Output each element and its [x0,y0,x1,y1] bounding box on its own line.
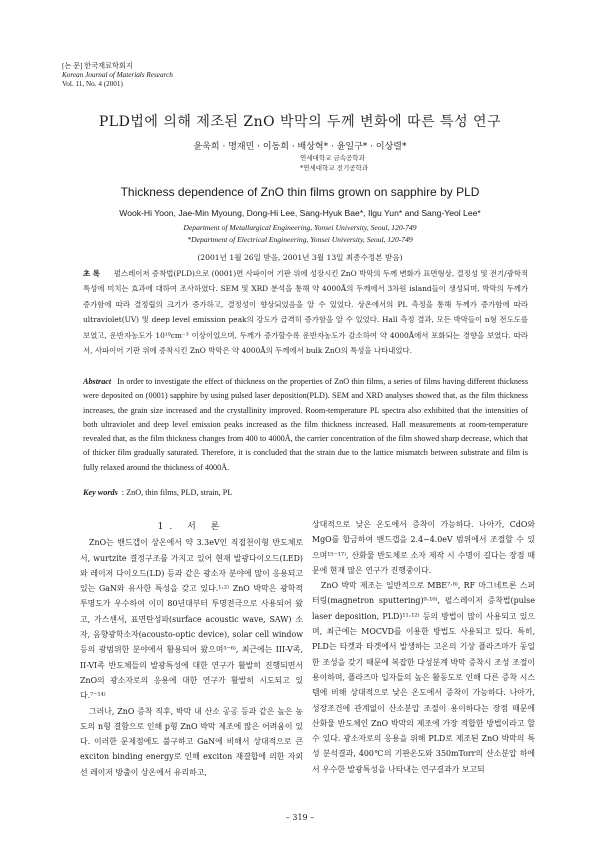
section-heading: 1. 서 론 [157,522,226,532]
affiliation-ko-2: *연세대학교 전기공학과 [300,164,369,172]
page-number: – 319 – [285,813,315,822]
keywords [83,488,528,497]
title-english: Thickness dependence of ZnO thin films grown on sapphire by PLD [120,185,480,199]
keywords-label: Key words [83,488,118,497]
abstract-korean [83,266,528,358]
affiliation-en-2: *Department of Electrical Engineering, Yonsei University, Seoul, 120-749 [187,235,413,244]
authors-english: Wook-Hi Yoon, Jae-Min Myoung, Dong-Hi Lee, Sang-Hyuk Bae*, Ilgu Yun* and Sang-Yeol Lee* [119,208,481,218]
body-paragraph: 상대적으로 낮은 온도에서 증착이 가능하다. 나아가, CdO와 MgO를 합금하여 밴드갭을 2.4~4.0eV 범위에서 조절할 수 있으며¹⁵⁻¹⁷⁾, 산화물 반도체로 소자 제작 시 수명이 길다는 장점 때문에 현재 많은 연구가 진행중이다. [312,520,535,575]
affiliations-korean [300,153,368,173]
abstract-en-label: Abstract [83,377,112,386]
abstract-ko-label: 초 록 [83,269,100,278]
body-column-left [80,520,303,780]
affiliation-ko-1: 연세대학교 금속공학과 [300,154,365,162]
journal-line-1: [논 문] 한국재료학회지 [62,62,133,70]
keywords-text: : ZnO, thin films, PLD, strain, PL [121,488,233,497]
affiliation-en-1: Department of Metallurgical Engineering, Yonsei University, Seoul, 120-749 [183,223,417,232]
body-paragraph: 그러나, ZnO 증착 직후, 박막 내 산소 공공 등과 같은 높은 농도의 n형 결함으로 인해 p형 ZnO 박막 제조에 많은 어려움이 있다. 이러한 문제점에도 불구하고 GaN에 비해서 상대적으로 큰 exciton binding energy로 인해 exciton 재결합에 의한 자외선 레이저 방출이 상온에서 유리하고, [80,706,303,777]
affiliations-english [0,222,600,246]
abstract-ko-text: 펄스레이저 증착법(PLD)으로 (0001)면 사파이어 기판 위에 성장시킨 ZnO 박막의 두께 변화가 표면형상, 결정성 및 전기/광학적 특성에 미치는 효과에 대하여 조사하였다. SEM 및 XRD 분석을 통해 약 4000Å의 두께에서 3차원 island들이 생성되며, 박막의 두께가 증가함에 따라 결정립의 크기가 증가하고, 결정성이 향상되었음을 알 수 있었다. 상온에서의 PL 측정을 통해 두께가 증가함에 따라 ultraviolet(UV) 및 deep level emission peak의 강도가 급격히 증가함을 알 수 있었다. Hall 측정 결과, 모든 박막들이 n형 전도도를 보였고, 운반자농도가 10¹⁹cm⁻³ 이상이었으며, 두께가 증가할수록 운반자농도가 감소하여 약 4000Å에서 포화되는 경향을 보였다. 따라서, 사파이어 기판 위에 증착시킨 ZnO 박막은 약 4000Å의 두께에서 bulk ZnO의 특성을 나타내었다. [83,269,529,356]
body-paragraph: ZnO 박막 제조는 일반적으로 MBE⁷·⁸⁾, RF 마그네트론 스퍼터링(magnetron sputtering)⁹·¹⁰⁾, 펄스레이저 증착법(pulse laser deposition, PLD)¹¹·¹²⁾ 등의 방법이 많이 사용되고 있으며, 최근에는 MOCVD를 이용한 방법도 사용되고 있다. 특히, PLD는 타겟과 타겟에서 발생하는 고온의 기상 플라즈마가 동일한 조성을 갖기 때문에 복잡한 다성분계 박막 증착시 조성 조절이 용이하며, 플라즈마 입자들의 높은 활동도로 인해 다른 증착 시스템에 비해 상대적으로 낮은 온도에서 증착이 가능하다. 나아가, 성장조건에 관계없이 산소분압 조절이 용이하다는 장점 때문에 산화물 반도체인 ZnO 박막의 제조에 가장 적합한 방법이라고 할 수 있다. 광소자로의 응용을 위해 PLD로 제조된 ZnO 박막의 특성 분석결과, 400℃의 기판온도와 350mTorr의 산소분압 하에서 우수한 발광특성을 나타내는 연구결과가 보고되 [312,581,535,774]
body-paragraph: ZnO는 밴드갭이 상온에서 약 3.3eV인 직접천이형 반도체로서, wurtzite 결정구조를 가지고 있어 현재 발광다이오드(LED)와 레이저 다이오드(LD) 등과 같은 광소자 분야에 많이 응용되고 있는 GaN와 유사한 특성을 갖고 있다.¹·²⁾ ZnO 박막은 광학적 투명도가 우수하여 이미 80년대부터 투명전극으로 사용되어 왔고, 가스센서, 표면탄성파(surface acoustic wave, SAW) 소자, 음향광학소자(acousto-optic device), solar cell window 등의 광범위한 분야에서 활용되어 왔으며³⁻⁶⁾, 최근에는 III-V족, II-VI족 반도체들의 발광특성에 대한 연구가 활발히 진행되면서 ZnO의 광소자로의 응용에 대한 연구가 활발히 시도되고 있다.⁷⁻¹⁴⁾ [80,538,303,701]
journal-name: Korean Journal of Materials Research [62,71,173,79]
journal-header [62,62,173,89]
journal-volume: Vol. 11, No. 4 (2001) [62,80,123,88]
authors-korean: 윤욱희 · 명재민 · 이동희 · 배상혁* · 윤일구* · 이상렬* [193,142,407,152]
title-korean: PLD법에 의해 제조된 ZnO 박막의 두께 변화에 따른 특성 연구 [98,114,502,130]
body-column-right [312,517,535,777]
abstract-english [83,375,528,475]
received-dates: (2001년 1월 26일 받음, 2001년 3월 13일 최종수정본 받음) [197,253,403,262]
abstract-en-text: In order to investigate the effect of thickness on the properties of ZnO thin films, a series of films having different thickness were deposited on (0001) sapphire by using pulsed laser deposition(PLD). SEM and XRD analyses showed that, as the film thickness increases, the grain size increased and the crystallinity improved. Room-temperature PL spectra also exhibited that the intensities of both ultraviolet and deep level emission peaks increased as the film thickness increased. Hall measurements at room-temperature revealed that, as the film thickness changes from 400 to 4000Å, the carrier concentration of the film showed sharp decrease, which that of thicker film gradually saturated. Therefore, it is concluded that the strain due to the lattice mismatch between substrate and film is fully relaxed around the thickness of 4000Å. [83,377,528,472]
